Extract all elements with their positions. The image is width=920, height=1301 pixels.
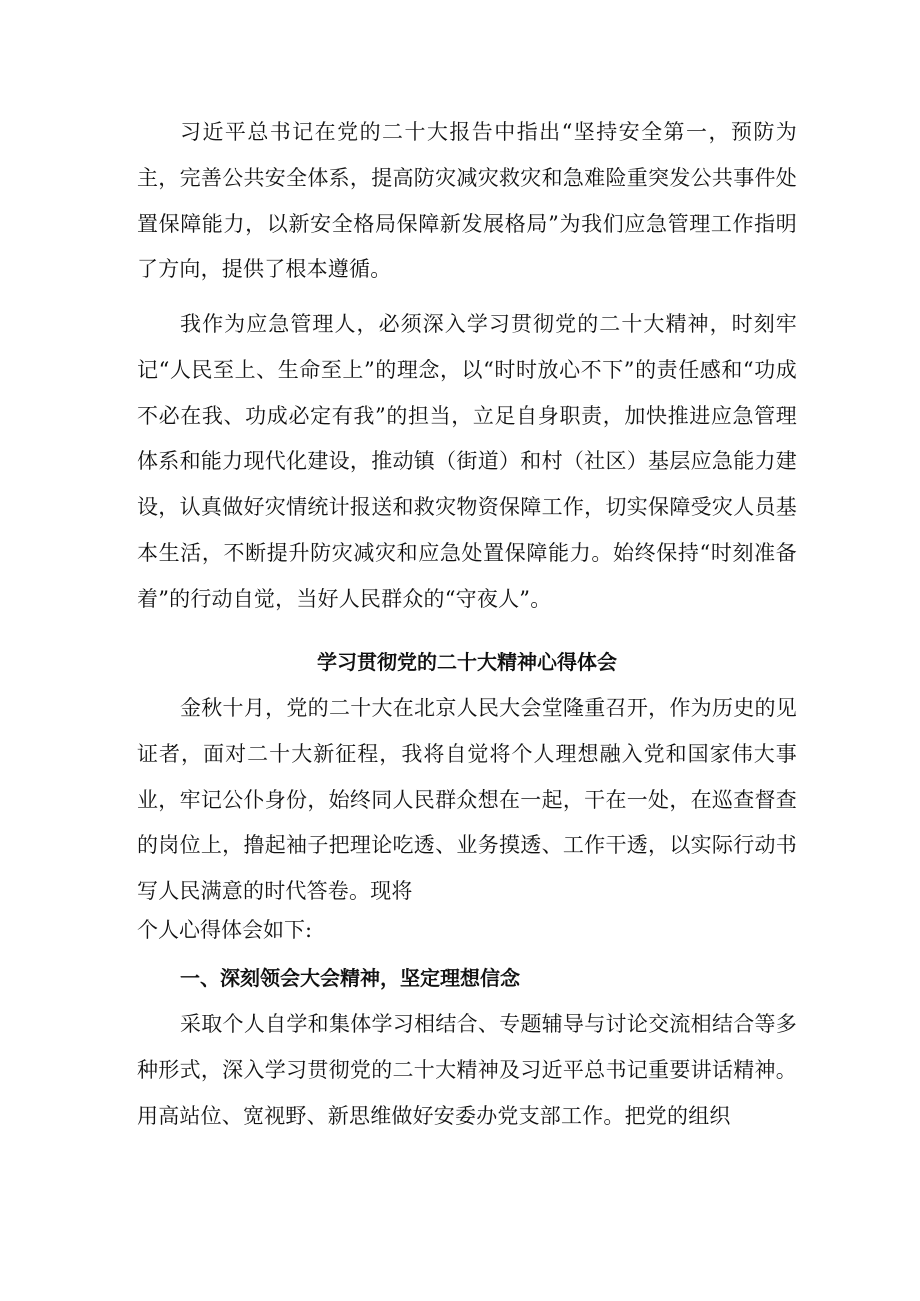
paragraph-1: 习近平总书记在党的二十大报告中指出“坚持安全第一，预防为主，完善公共安全体系，提高防灾减灾救灾和急难险重突发公共事件处置保障能力，以新安全格局保障新发展格局”为我们应急管理工作指明了方向，提供了根本遵循。 bbox=[137, 120, 797, 282]
paragraph-4: 采取个人自学和集体学习相结合、专题辅导与讨论交流相结合等多种形式，深入学习贯彻党的二十大精神及习近平总书记重要讲话精神。用高站位、宽视野、新思维做好安委办党支部工作。把党的组织 bbox=[137, 1012, 797, 1128]
paragraph-3: 金秋十月，党的二十大在北京人民大会堂隆重召开，作为历史的见证者，面对二十大新征程，我将自觉将个人理想融入党和国家伟大事业，牢记公仆身份，始终同人民群众想在一起，干在一处，在巡查督查的岗位上，撸起袖子把理论吃透、业务摸透、工作干透，以实际行动书写人民满意的时代答卷。现将 bbox=[137, 696, 797, 904]
section-title: 学习贯彻党的二十大精神心得体会 bbox=[317, 650, 617, 674]
paragraph-3-tail: 个人心得体会如下: bbox=[137, 918, 313, 942]
subheading-1: 一、深刻领会大会精神，坚定理想信念 bbox=[180, 966, 520, 990]
paragraph-2: 我作为应急管理人，必须深入学习贯彻党的二十大精神，时刻牢记“人民至上、生命至上”的理念，以“时时放心不下”的责任感和“功成不必在我、功成必定有我”的担当，立足自身职责，加快推进应急管理体系和能力现代化建设，推动镇（街道）和村（社区）基层应急能力建设，认真做好灾情统计报送和救灾物资保障工作，切实保障受灾人员基本生活，不断提升防灾减灾和应急处置保障能力。始终保持“时刻准备着”的行动自觉，当好人民群众的“守夜人”。 bbox=[137, 312, 797, 611]
